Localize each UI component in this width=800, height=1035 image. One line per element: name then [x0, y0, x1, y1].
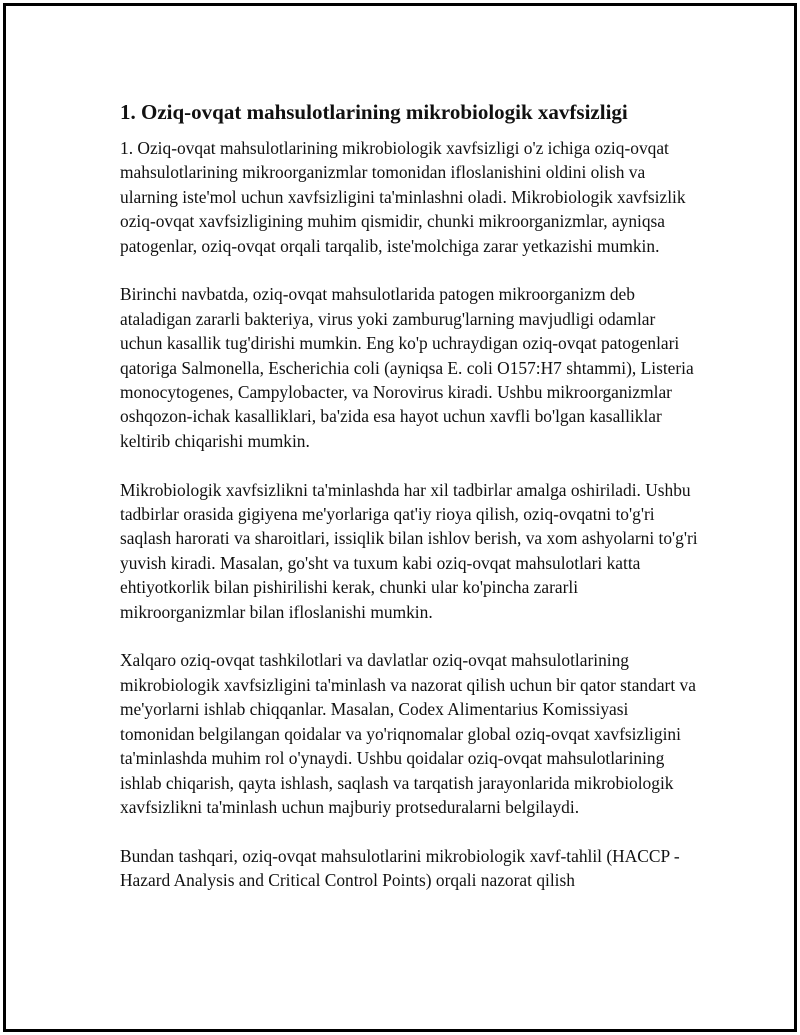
paragraph-5: Bundan tashqari, oziq-ovqat mahsulotlarini mikrobiologik xavf-tahlil (HACCP - Hazard Analysis and Critical Control Points) orqali nazorat qilish [120, 845, 680, 891]
paragraph-1: 1. Oziq-ovqat mahsulotlarining mikrobiologik xavfsizligi o'z ichiga oziq-ovqat mahsulotlarining mikroorganizmlar tomonidan ifloslanishini oldini olish va ularning iste'mol uchun xavfsizligini ta'minlashni oladi. Mikrobiologik xavfsizlik oziq-ovqat xavfsizligining muhim qismidir, chunki mikroorganizmlar, ayniqsa patogenlar, oziq-ovqat orqali tarqalib, iste'molchiga zarar yetkazishi mumkin. [120, 138, 686, 256]
document-title: 1. Oziq-ovqat mahsulotlarining mikrobiologik xavfsizligi [120, 100, 628, 124]
document-body [120, 97, 700, 893]
paragraph-3: Mikrobiologik xavfsizlikni ta'minlashda har xil tadbirlar amalga oshiriladi. Ushbu tadbirlar orasida gigiyena me'yorlariga qat'iy rioya qilish, oziq-ovqatni to'g'ri saqlash harorati va sharoitlari, issiqlik bilan ishlov berish, va xom ashyolarni to'g'ri yuvish kiradi. Masalan, go'sht va tuxum kabi oziq-ovqat mahsulotlari katta ehtiyotkorlik bilan pishirilishi kerak, chunki ular ko'pincha zararli mikroorganizmlar bilan ifloslanishi mumkin. [120, 479, 698, 622]
paragraph-2: Birinchi navbatda, oziq-ovqat mahsulotlarida patogen mikroorganizm deb ataladigan zararli bakteriya, virus yoki zamburug'larning mavjudligi odamlar uchun kasallik tug'dirishi mumkin. Eng ko'p uchraydigan oziq-ovqat patogenlari qatoriga Salmonella, Escherichia coli (ayniqsa E. coli O157:H7 shtammi), Listeria monocytogenes, Campylobacter, va Norovirus kiradi. Ushbu mikroorganizmlar oshqozon-ichak kasalliklari, ba'zida esa hayot uchun xavfli bo'lgan kasalliklar keltirib chiqarishi mumkin. [120, 284, 694, 451]
paragraph-4: Xalqaro oziq-ovqat tashkilotlari va davlatlar oziq-ovqat mahsulotlarining mikrobiologik xavfsizligini ta'minlash va nazorat qilish uchun bir qator standart va me'yorlarni ishlab chiqqanlar. Masalan, Codex Alimentarius Komissiyasi tomonidan belgilangan qoidalar va yo'riqnomalar global oziq-ovqat xavfsizligini ta'minlashda muhim rol o'ynaydi. Ushbu qoidalar oziq-ovqat mahsulotlarining ishlab chiqarish, qayta ishlash, saqlash va tarqatish jarayonlarida mikrobiologik xavfsizlikni ta'minlash uchun majburiy protseduralarni belgilaydi. [120, 650, 696, 817]
page-frame [3, 3, 797, 1032]
